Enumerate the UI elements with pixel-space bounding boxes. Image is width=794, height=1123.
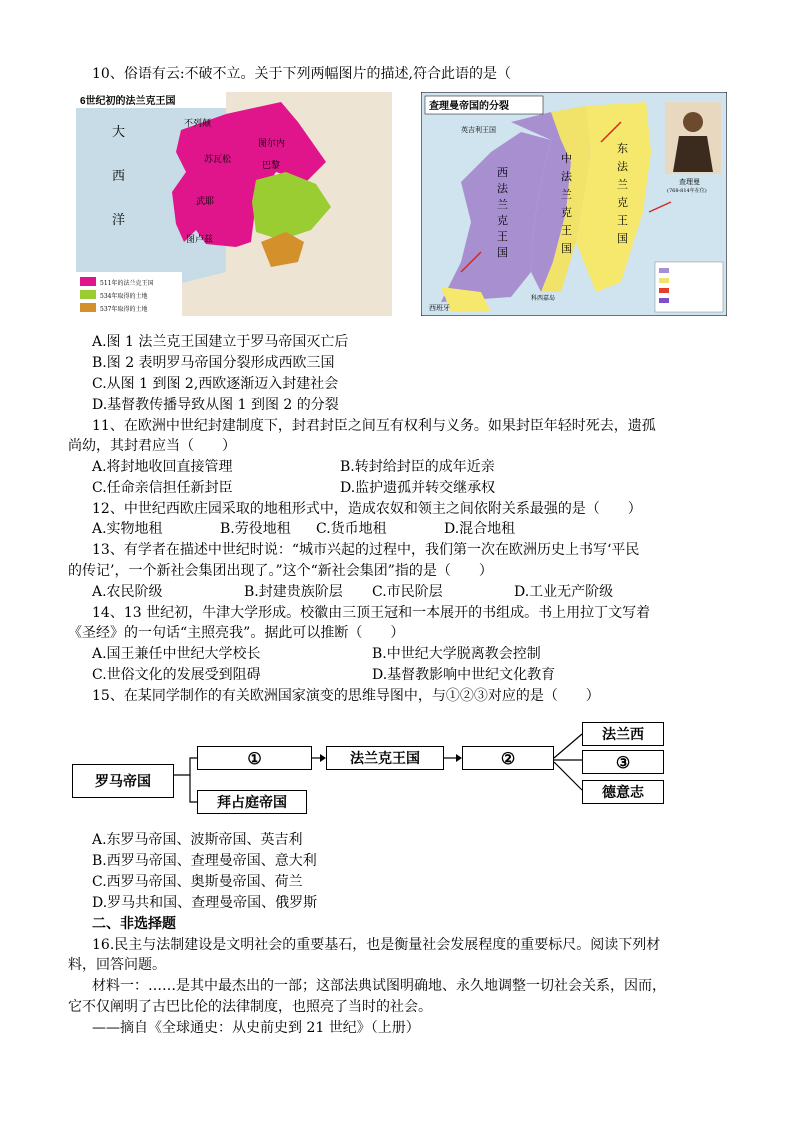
map2-label-england: 英吉利王国: [461, 126, 496, 134]
q12-option-d: D.混合地租: [444, 521, 516, 537]
q13-line1: 13、有学者在描述中世纪时说：“城市兴起的过程中，我们第一次在欧洲历史上书写‘平民: [92, 542, 640, 558]
connector-n2-fr: [554, 734, 582, 758]
map1-label-britain: 不列颠: [184, 119, 212, 129]
map1-label-toulouse: 图卢兹: [186, 235, 214, 245]
map2-portrait-name: 查理曼: [679, 178, 700, 186]
q14-option-d: D.基督教影响中世纪文化教育: [372, 667, 556, 683]
map2-legend-swatch-3: [659, 288, 669, 293]
connector-root-byz: [190, 775, 197, 802]
map1-legend-534: 534年取得的土地: [100, 293, 148, 300]
q16-line2: 料，回答问题。: [68, 957, 166, 973]
material1-source: ——摘自《全球通史：从史前史到 21 世纪》（上册）: [92, 1020, 420, 1036]
node-frankish-kingdom: 法兰克王国: [326, 746, 444, 770]
map1-legend-swatch-511: [80, 277, 96, 286]
map2-mid-1: 中: [561, 152, 572, 165]
map2-east-2: 法: [617, 160, 628, 173]
map2-west-2: 法: [497, 182, 508, 195]
material1-line2: 它不仅阐明了古巴比伦的法律制度，也照亮了当时的社会。: [68, 999, 432, 1015]
q15-option-c: C.西罗马帝国、奥斯曼帝国、荷兰: [92, 874, 303, 890]
q11-option-c: C.任命亲信担任新封臣: [92, 480, 233, 496]
map1-label-da: 大: [112, 125, 126, 140]
node-byzantine: 拜占庭帝国: [197, 790, 307, 814]
node-roman-empire: 罗马帝国: [72, 764, 174, 798]
map2-west-6: 国: [497, 246, 508, 259]
node-1: ①: [197, 746, 312, 770]
map1-title: 6世纪初的法兰克王国: [80, 96, 176, 107]
q16-line1: 16.民主与法制建设是文明社会的重要基石，也是衡量社会发展程度的重要标尺。阅读下列材: [92, 937, 661, 953]
map2-west-5: 王: [497, 230, 508, 243]
node-france: 法兰西: [582, 722, 664, 746]
q10-stem: 10、俗语有云:不破不立。关于下列两幅图片的描述,符合此语的是（: [92, 66, 511, 82]
q10-option-b: B.图 2 表明罗马帝国分裂形成西欧三国: [92, 355, 335, 371]
map2-west-4: 克: [497, 214, 508, 227]
q15-option-a: A.东罗马帝国、波斯帝国、英吉利: [92, 832, 303, 848]
q12-line1: 12、中世纪西欧庄园采取的地租形式中，造成农奴和领主之间依附关系最强的是（ ）: [92, 501, 642, 517]
q13-option-a: A.农民阶级: [92, 584, 163, 600]
q12-option-a: A.实物地租: [92, 521, 163, 537]
q14-option-b: B.中世纪大学脱离教会控制: [372, 646, 541, 662]
q10-option-a: A.图 1 法兰克王国建立于罗马帝国灭亡后: [92, 334, 349, 350]
material1-line1: 材料一：……是其中最杰出的一部；这部法典试图明确地、永久地调整一切社会关系，因而，: [92, 978, 666, 994]
portrait-body-icon: [673, 136, 713, 172]
q11-line1: 11、在欧洲中世纪封建制度下，封君封臣之间互有权利与义务。如果封臣年轻时死去，遗孤: [92, 418, 656, 434]
map2-west-3: 兰: [497, 198, 508, 211]
map2-legend-swatch-1: [659, 268, 669, 273]
node-3: ③: [582, 750, 664, 774]
node-germany: 德意志: [582, 780, 664, 804]
map1-legend-swatch-537: [80, 303, 96, 312]
q15-option-d: D.罗马共和国、查理曼帝国、俄罗斯: [92, 895, 318, 911]
map1-legend-511: 511年的法兰克王国: [100, 280, 154, 287]
map2-legend-swatch-4: [659, 298, 669, 303]
connector-n2-de: [554, 762, 582, 790]
map2-east-3: 兰: [617, 178, 628, 191]
map1-label-soissons: 苏瓦松: [204, 155, 232, 165]
map2-label-corsica: 科西嘉岛: [531, 295, 556, 302]
q14-line2: 《圣经》的一句话“主照亮我”。据此可以推断（ ）: [68, 625, 405, 641]
part2-heading: 二、非选择题: [92, 916, 176, 932]
map2-portrait-caption: (768-814年在位): [667, 188, 707, 194]
map1-label-vouille: 武耶: [196, 197, 215, 207]
map1-label-paris: 巴黎: [262, 161, 281, 171]
q10-option-c: C.从图 1 到图 2,西欧逐渐迈入封建社会: [92, 376, 339, 392]
q14-option-c: C.世俗文化的发展受到阻碍: [92, 667, 261, 683]
map2-east-6: 国: [617, 232, 628, 245]
q15-line1: 15、在某同学制作的有关欧洲国家演变的思维导图中，与①②③对应的是（ ）: [92, 688, 600, 704]
map-carolingian-division: [421, 92, 727, 316]
q11-option-a: A.将封地收回直接管理: [92, 459, 233, 475]
map1-label-tournai: 图尔内: [258, 139, 286, 149]
q12-option-b: B.劳役地租: [220, 521, 291, 537]
q13-option-d: D.工业无产阶级: [514, 584, 614, 600]
map2-mid-3: 兰: [561, 188, 572, 201]
node-2: ②: [462, 746, 554, 770]
map1-legend-swatch-534: [80, 290, 96, 299]
map-frankish-kingdom: [76, 92, 392, 316]
q14-line1: 14、13 世纪初，牛津大学形成。校徽由三顶王冠和一本展开的书组成。书上用拉丁文写着: [92, 605, 651, 621]
map2-title: 查理曼帝国的分裂: [429, 101, 509, 112]
q14-option-a: A.国王兼任中世纪大学校长: [92, 646, 261, 662]
connector-root-n1: [174, 758, 197, 775]
q10-option-d: D.基督教传播导致从图 1 到图 2 的分裂: [92, 397, 339, 413]
map2-mid-5: 王: [561, 224, 572, 237]
map1-label-xi: 西: [112, 169, 126, 184]
portrait-head-icon: [683, 112, 703, 132]
map2-legend-swatch-2: [659, 278, 669, 283]
map2-east-1: 东: [617, 142, 628, 155]
q13-option-b: B.封建贵族阶层: [244, 584, 343, 600]
map1-legend-537: 537年取得的土地: [100, 306, 148, 313]
q11-option-d: D.监护遗孤并转交继承权: [340, 480, 496, 496]
map2-east-5: 王: [617, 214, 628, 227]
q12-option-c: C.货币地租: [316, 521, 387, 537]
q11-option-b: B.转封给封臣的成年近亲: [340, 459, 495, 475]
q11-line2: 尚幼，其封君应当（ ）: [68, 438, 236, 454]
map2-label-spain: 西班牙: [429, 304, 450, 312]
mind-map: [70, 720, 690, 820]
map2-mid-6: 国: [561, 242, 572, 255]
q15-option-b: B.西罗马帝国、查理曼帝国、意大利: [92, 853, 317, 869]
q13-line2: 的传记’，一个新社会集团出现了。”这个“新社会集团”指的是（ ）: [68, 563, 493, 579]
map2-west-1: 西: [497, 166, 508, 179]
map2-east-4: 克: [617, 196, 628, 209]
q13-option-c: C.市民阶层: [372, 584, 443, 600]
map2-mid-4: 克: [561, 206, 572, 219]
map1-label-yang: 洋: [112, 213, 126, 228]
map2-mid-2: 法: [561, 170, 572, 183]
